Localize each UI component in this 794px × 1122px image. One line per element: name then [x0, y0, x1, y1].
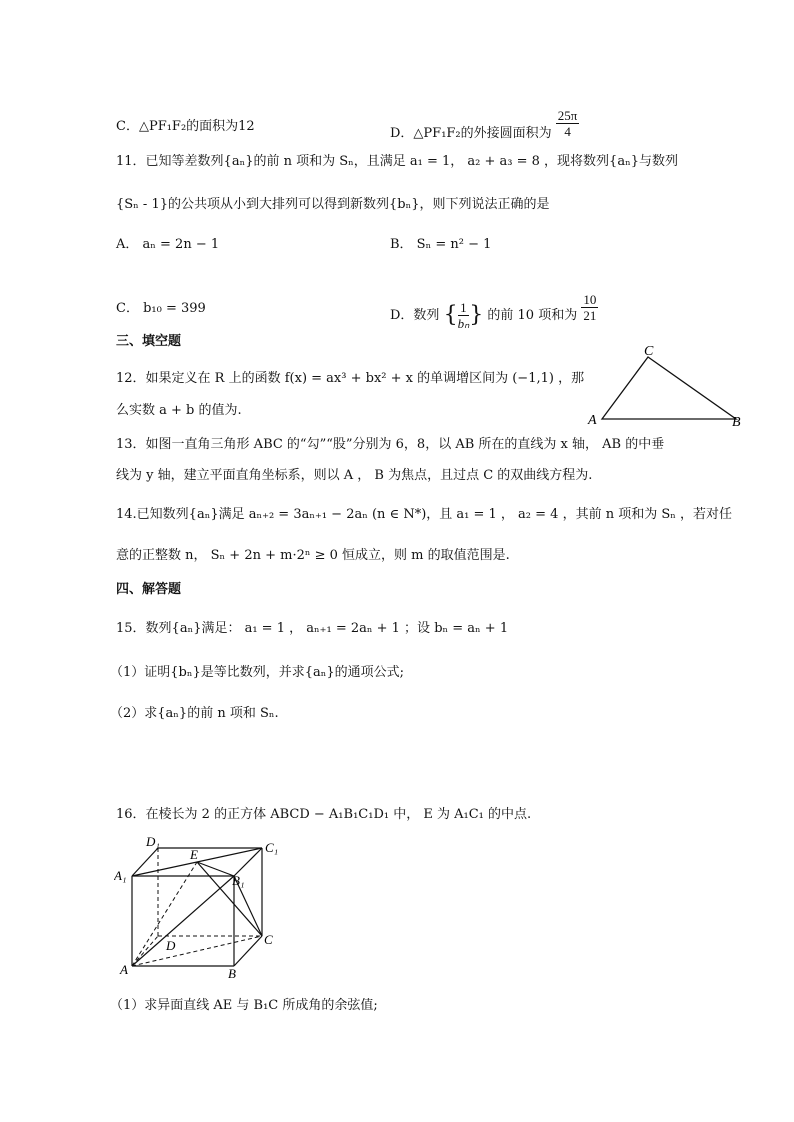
cube-label-c1: C₁	[265, 840, 279, 855]
cube-label-d: D	[166, 938, 176, 953]
q10-option-d-fraction	[556, 108, 580, 139]
fraction-numerator: 10	[583, 292, 597, 307]
q11-option-d-inner-fraction	[458, 300, 470, 331]
q12-stem-line1: 12．如果定义在 R 上的函数 f(x) = ax³ + bx² + x 的单调增区间为 (−1,1) ，那	[116, 371, 585, 386]
cube-label-a: A	[120, 962, 128, 977]
triangle-abc	[602, 357, 736, 419]
fraction-numerator: 25π	[557, 108, 578, 123]
fraction-denominator: 21	[583, 308, 597, 323]
q10-option-d-text: D．△PF₁F₂的外接圆面积为	[390, 126, 552, 141]
cube-label-c: C	[264, 932, 273, 947]
q11-option-d	[390, 292, 598, 331]
q15-part1: （1）证明{bₙ}是等比数列，并求{aₙ}的通项公式;	[110, 665, 405, 680]
edge-bc	[234, 936, 262, 966]
triangle-label-c: C	[644, 344, 654, 359]
q10-option-c: C．△PF₁F₂的面积为12	[116, 119, 255, 134]
q11-option-a: A． aₙ = 2n − 1	[116, 237, 220, 252]
fraction-denominator: 4	[564, 124, 571, 139]
hidden-edge-ad	[132, 936, 158, 966]
fraction-denominator: bₙ	[457, 316, 470, 331]
q11-option-c: C． b₁₀ = 399	[116, 301, 206, 316]
q11-option-d-text2: 的前 10 项和为	[487, 308, 578, 323]
cube-label-d1: D₁	[146, 834, 160, 849]
q14-stem-line2: 意的正整数 n， Sₙ + 2n + m·2ⁿ ≥ 0 恒成立，则 m 的取值范围是.	[116, 548, 510, 563]
fraction-numerator: 1	[458, 300, 470, 316]
q11-stem-line1: 11．已知等差数列{aₙ}的前 n 项和为 Sₙ，且满足 a₁ = 1， a₂ + a₃ = 8 ，现将数列{aₙ}与数列	[116, 154, 678, 169]
q15-part2: （2）求{aₙ}的前 n 项和 Sₙ.	[110, 706, 279, 721]
cube-label-e: E	[190, 847, 198, 862]
right-brace: }	[469, 302, 484, 328]
section-heading-fill-in: 三、填空题	[116, 334, 182, 349]
triangle-label-a: A	[588, 413, 597, 428]
edge-b1c1	[234, 848, 262, 876]
hidden-segment-ae	[132, 862, 197, 966]
q11-option-d-fraction	[581, 292, 598, 323]
segment-ab1	[132, 876, 234, 966]
cube-label-b: B	[228, 966, 236, 980]
q11-option-d-text1: D．数列	[390, 308, 440, 323]
q15-stem: 15．数列{aₙ}满足： a₁ = 1 ， aₙ₊₁ = 2aₙ + 1 ；设 bₙ = aₙ + 1	[116, 621, 509, 636]
triangle-figure	[584, 340, 754, 432]
q13-stem-line2: 线为 y 轴，建立平面直角坐标系，则以 A ， B 为焦点，且过点 C 的双曲线方程为.	[116, 468, 593, 483]
q11-stem-line2: {Sₙ - 1}的公共项从小到大排列可以得到新数列{bₙ}，则下列说法正确的是	[116, 197, 550, 212]
q14-stem-line1: 14.已知数列{aₙ}满足 aₙ₊₂ = 3aₙ₊₁ − 2aₙ (n ∈ N*)，且 a₁ = 1 ， a₂ = 4 ，其前 n 项和为 Sₙ ，若对任	[116, 507, 733, 522]
cube-figure	[114, 832, 294, 980]
q16-stem: 16．在棱长为 2 的正方体 ABCD − A₁B₁C₁D₁ 中， E 为 A₁C₁ 的中点.	[116, 807, 532, 822]
q13-stem-line1: 13．如图一直角三角形 ABC 的“勾”“股”分别为 6，8，以 AB 所在的直线为 x 轴， AB 的中垂	[116, 437, 665, 452]
left-brace: {	[443, 302, 458, 328]
triangle-label-b: B	[732, 415, 741, 430]
segment-ec	[197, 862, 262, 936]
section-heading-solve: 四、解答题	[116, 582, 182, 597]
cube-label-b1: B₁	[232, 873, 245, 888]
q11-option-b: B． Sₙ = n² − 1	[390, 237, 492, 252]
q16-part1: （1）求异面直线 AE 与 B₁C 所成角的余弦值;	[110, 998, 378, 1013]
cube-label-a1: A₁	[114, 868, 127, 883]
q12-stem-line2: 么实数 a + b 的值为.	[116, 403, 242, 418]
hidden-segment-ac	[132, 936, 262, 966]
